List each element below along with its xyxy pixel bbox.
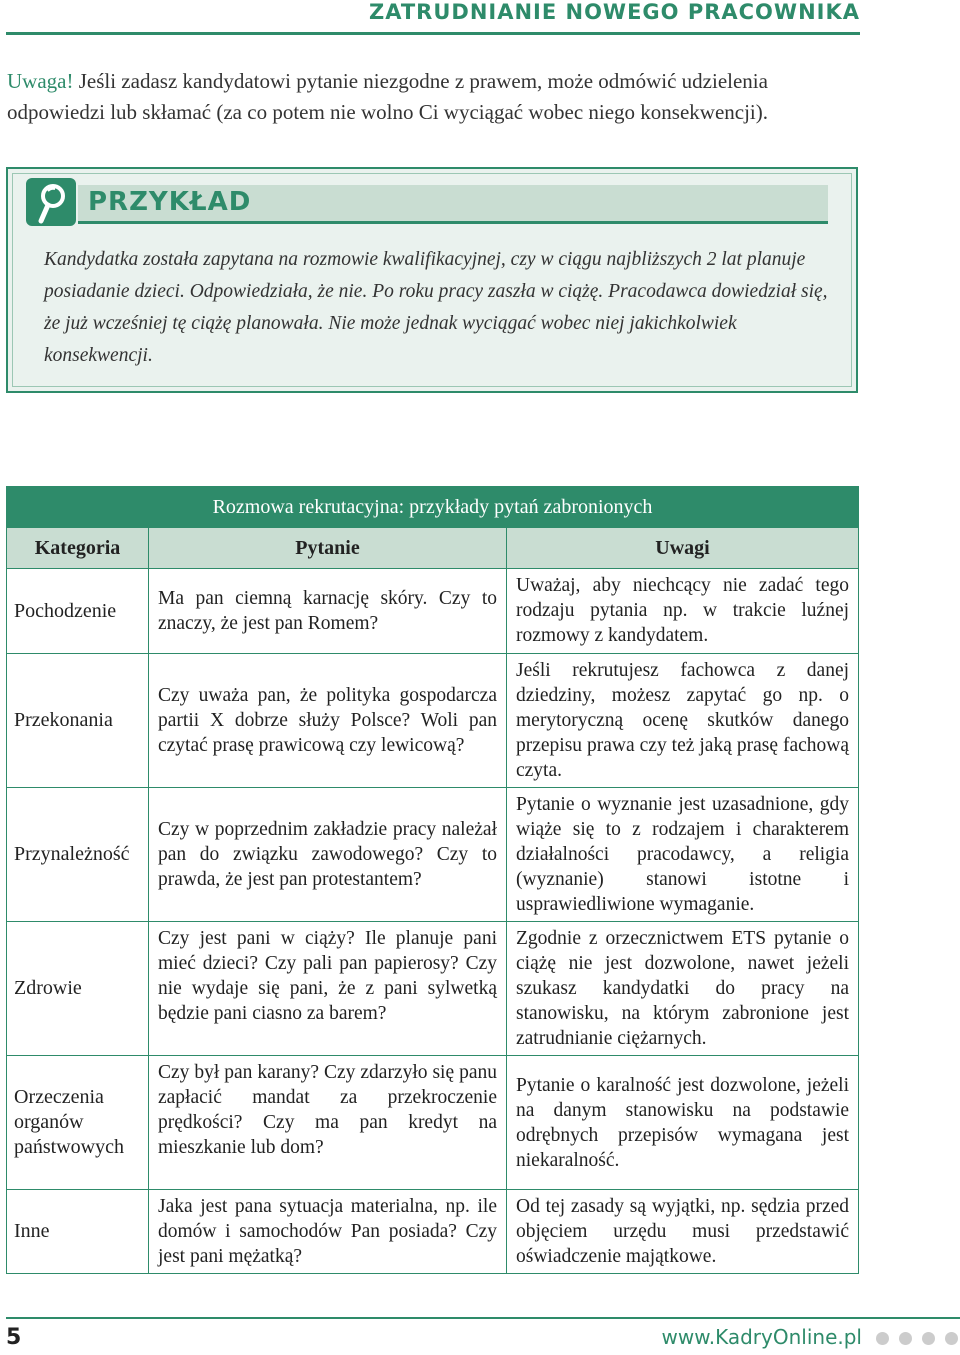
category-cell: Orzeczenia organów państwowych — [7, 1056, 149, 1190]
warning-paragraph — [7, 66, 867, 128]
dot-icon — [876, 1332, 889, 1345]
footer-divider — [6, 1317, 960, 1319]
table-row — [7, 922, 859, 1056]
section-title: ZATRUDNIANIE NOWEGO PRACOWNIKA — [368, 0, 860, 24]
decorative-dots — [866, 1332, 958, 1350]
table-row — [7, 788, 859, 922]
category-cell: Inne — [7, 1190, 149, 1274]
warning-label: Uwaga! — [7, 69, 74, 93]
table-row — [7, 654, 859, 788]
page-number: 5 — [6, 1325, 22, 1350]
notes-cell: Pytanie o wyznanie jest uzasadnione, gdy wiąże się to z rodzajem i charakterem działalności pracodawcy, a religia (wyznanie) stanowi istotne i usprawiedliwione wymaganie. — [507, 788, 859, 922]
forbidden-questions-table — [6, 486, 859, 1274]
column-header-category: Kategoria — [7, 528, 149, 569]
column-header-notes: Uwagi — [507, 528, 859, 569]
table-row — [7, 569, 859, 654]
site-link[interactable]: www.KadryOnline.pl — [661, 1325, 862, 1349]
magnifier-icon — [26, 178, 76, 226]
dot-icon — [922, 1332, 935, 1345]
dot-icon — [945, 1332, 958, 1345]
table-row — [7, 1190, 859, 1274]
category-cell: Przekonania — [7, 654, 149, 788]
table-title: Rozmowa rekrutacyjna: przykłady pytań zabronionych — [7, 487, 859, 528]
example-text: Kandydatka została zapytana na rozmowie kwalifikacyjnej, czy w ciągu najbliższych 2 lat planuje posiadanie dzieci. Odpowiedziała, że nie. Po roku pracy zaszła w ciążę. Pracodawca dowiedział się, że już wcześniej tę ciążę planowała. Nie może jednak wyciągać wobec niej jakichkolwiek konsekwencji. — [44, 249, 828, 366]
notes-cell: Jeśli rekrutujesz fachowca z danej dziedziny, możesz zapytać go np. o merytoryczną ocenę skutków danego przepisu prawa czy też jaką prasę fachową czyta. — [507, 654, 859, 788]
category-cell: Zdrowie — [7, 922, 149, 1056]
table-header-row — [7, 528, 859, 569]
notes-cell: Zgodnie z orzecznictwem ETS pytanie o ciążę nie jest dozwolone, nawet jeżeli szukasz kandydatki do pracy na stanowisku, na którym zabronione jest zatrudnianie ciężarnych. — [507, 922, 859, 1056]
example-box — [6, 167, 858, 393]
questions-cell: Czy był pan karany? Czy zdarzyło się panu zapłacić mandat za przekroczenie prędkości? Czy ma pan kredyt na mieszkanie lub dom? — [149, 1056, 507, 1190]
dot-icon — [899, 1332, 912, 1345]
header-divider — [6, 32, 860, 35]
table-row — [7, 1056, 859, 1190]
column-header-questions: Pytanie — [149, 528, 507, 569]
example-label: PRZYKŁAD — [88, 187, 252, 217]
table-title-row — [7, 487, 859, 528]
notes-cell: Uważaj, aby niechcący nie zadać tego rodzaju pytania np. w trakcie luźnej rozmowy z kandydatem. — [507, 569, 859, 654]
warning-text: Jeśli zadasz kandydatowi pytanie niezgodne z prawem, może odmówić udzielenia odpowiedzi lub skłamać (za co potem nie wolno Ci wyciągać wobec niego konsekwencji). — [7, 69, 769, 124]
category-cell: Pochodzenie — [7, 569, 149, 654]
questions-cell: Czy jest pani w ciąży? Ile planuje pani mieć dzieci? Czy pali pan papierosy? Czy nie wydaje się pani, że z pani sylwetką będzie pani ciasno za barem? — [149, 922, 507, 1056]
questions-cell: Jaka jest pana sytuacja materialna, np. ile domów i samochodów Pan posiada? Czy jest pani mężatką? — [149, 1190, 507, 1274]
notes-cell: Od tej zasady są wyjątki, np. sędzia przed objęciem urzędu musi przedstawić oświadczenie majątkowe. — [507, 1190, 859, 1274]
category-cell: Przynależność — [7, 788, 149, 922]
questions-cell: Czy uważa pan, że polityka gospodarcza partii X dobrze służy Polsce? Woli pan czytać prasę prawicową czy lewicową? — [149, 654, 507, 788]
notes-cell: Pytanie o karalność jest dozwolone, jeżeli na danym stanowisku na podstawie odrębnych przepisów wymagana jest niekaralność. — [507, 1056, 859, 1190]
questions-cell: Czy w poprzednim zakładzie pracy należał pan do związku zawodowego? Czy to prawda, że jest pan protestantem? — [149, 788, 507, 922]
questions-cell: Ma pan ciemną karnację skóry. Czy to znaczy, że jest pan Romem? — [149, 569, 507, 654]
